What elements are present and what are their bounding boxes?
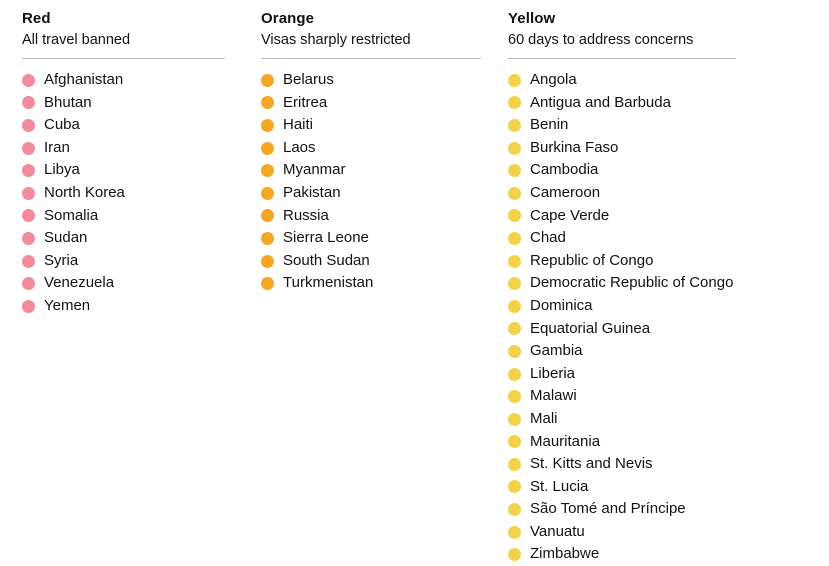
status-dot-red <box>22 164 35 177</box>
list-item <box>508 227 829 250</box>
country-label: Liberia <box>530 364 576 382</box>
country-label: Mauritania <box>530 432 601 450</box>
column-orange-subtitle: Visas sharply restricted <box>261 32 411 48</box>
country-label: Republic of Congo <box>530 251 654 269</box>
list-item <box>508 476 829 499</box>
list-item <box>261 272 494 295</box>
column-red-title: Red <box>22 10 51 27</box>
list-item <box>22 182 247 205</box>
status-dot-orange <box>261 164 274 177</box>
column-yellow-subtitle: 60 days to address concerns <box>508 32 694 48</box>
column-orange-title: Orange <box>261 10 315 27</box>
list-item <box>508 408 829 431</box>
country-label: Burkina Faso <box>530 138 619 156</box>
status-dot-red <box>22 277 35 290</box>
country-label: Syria <box>44 251 79 269</box>
status-dot-orange <box>261 119 274 132</box>
status-dot-red <box>22 255 35 268</box>
country-label: Pakistan <box>283 183 341 201</box>
list-item <box>261 137 494 160</box>
status-dot-yellow <box>508 345 521 358</box>
list-item <box>508 385 829 408</box>
list-item <box>508 363 829 386</box>
country-label: Mali <box>530 409 558 427</box>
status-dot-orange <box>261 209 274 222</box>
status-dot-orange <box>261 142 274 155</box>
country-label: Democratic Republic of Congo <box>530 274 734 292</box>
list-item <box>261 227 494 250</box>
country-label: Yemen <box>44 296 91 314</box>
country-label: Cape Verde <box>530 206 610 224</box>
country-label: Dominica <box>530 296 593 314</box>
column-orange-list <box>261 69 494 295</box>
list-item <box>508 159 829 182</box>
list-item <box>22 92 247 115</box>
status-dot-yellow <box>508 277 521 290</box>
status-dot-yellow <box>508 526 521 539</box>
list-item <box>261 69 494 92</box>
list-item <box>508 205 829 228</box>
list-item <box>508 114 829 137</box>
country-label: Laos <box>283 138 316 156</box>
status-dot-yellow <box>508 255 521 268</box>
country-label: Iran <box>44 138 70 156</box>
country-label: Turkmenistan <box>283 274 374 292</box>
list-item <box>508 182 829 205</box>
country-label: Cameroon <box>530 183 601 201</box>
list-item <box>22 295 247 318</box>
country-label: Libya <box>44 161 80 179</box>
column-red-subtitle: All travel banned <box>22 32 131 48</box>
list-item <box>508 92 829 115</box>
status-dot-yellow <box>508 232 521 245</box>
status-dot-yellow <box>508 503 521 516</box>
column-orange <box>247 10 494 295</box>
column-red-list <box>22 69 247 318</box>
status-dot-yellow <box>508 164 521 177</box>
status-dot-yellow <box>508 413 521 426</box>
country-label: Sudan <box>44 229 88 247</box>
country-label: Somalia <box>44 206 99 224</box>
country-label: Venezuela <box>44 274 115 292</box>
status-dot-yellow <box>508 209 521 222</box>
status-dot-red <box>22 119 35 132</box>
list-item <box>508 340 829 363</box>
list-item <box>22 227 247 250</box>
columns-container <box>0 10 829 566</box>
status-dot-yellow <box>508 548 521 561</box>
status-dot-orange <box>261 74 274 87</box>
country-label: Russia <box>283 206 329 224</box>
list-item <box>261 205 494 228</box>
status-dot-yellow <box>508 74 521 87</box>
list-item <box>508 69 829 92</box>
list-item <box>508 521 829 544</box>
list-item <box>261 159 494 182</box>
country-label: Myanmar <box>283 161 346 179</box>
status-dot-orange <box>261 187 274 200</box>
country-label: South Sudan <box>283 251 370 269</box>
list-item <box>508 295 829 318</box>
status-dot-yellow <box>508 435 521 448</box>
status-dot-yellow <box>508 300 521 313</box>
country-label: St. Lucia <box>530 477 589 495</box>
country-label: Angola <box>530 71 577 88</box>
column-orange-divider <box>261 58 481 59</box>
status-dot-red <box>22 142 35 155</box>
list-item <box>508 453 829 476</box>
country-label: Eritrea <box>283 93 328 111</box>
country-label: Chad <box>530 229 566 247</box>
country-label: Bhutan <box>44 93 92 111</box>
status-dot-red <box>22 232 35 245</box>
list-item <box>261 114 494 137</box>
status-dot-yellow <box>508 119 521 132</box>
status-dot-red <box>22 187 35 200</box>
country-label: São Tomé and Príncipe <box>530 500 686 518</box>
country-label: Vanuatu <box>530 522 585 540</box>
list-item <box>508 431 829 454</box>
list-item <box>22 69 247 92</box>
country-label: Sierra Leone <box>283 229 369 247</box>
country-label: Belarus <box>283 71 334 88</box>
status-dot-yellow <box>508 368 521 381</box>
column-yellow-title: Yellow <box>508 10 556 27</box>
list-item <box>508 498 829 521</box>
status-dot-orange <box>261 232 274 245</box>
list-item <box>508 250 829 273</box>
country-label: Malawi <box>530 387 577 405</box>
country-label: Equatorial Guinea <box>530 319 651 337</box>
status-dot-red <box>22 300 35 313</box>
country-label: Benin <box>530 116 569 134</box>
status-dot-yellow <box>508 322 521 335</box>
status-dot-orange <box>261 277 274 290</box>
list-item <box>508 543 829 566</box>
status-dot-yellow <box>508 480 521 493</box>
country-label: Cuba <box>44 116 80 134</box>
status-dot-yellow <box>508 458 521 471</box>
country-label: Afghanistan <box>44 71 124 88</box>
column-red-divider <box>22 58 225 59</box>
list-item <box>22 137 247 160</box>
list-item <box>261 250 494 273</box>
country-label: Gambia <box>530 342 583 360</box>
status-dot-red <box>22 74 35 87</box>
country-label: Antigua and Barbuda <box>530 93 671 111</box>
country-label: North Korea <box>44 183 125 201</box>
list-item <box>508 272 829 295</box>
list-item <box>22 159 247 182</box>
list-item <box>508 137 829 160</box>
country-label: St. Kitts and Nevis <box>530 455 653 473</box>
list-item <box>508 318 829 341</box>
list-item <box>261 92 494 115</box>
status-dot-yellow <box>508 187 521 200</box>
status-dot-orange <box>261 255 274 268</box>
country-label: Cambodia <box>530 161 599 179</box>
column-yellow-divider <box>508 58 736 59</box>
list-item <box>22 205 247 228</box>
status-dot-yellow <box>508 390 521 403</box>
column-yellow-list <box>508 69 829 566</box>
column-yellow <box>494 10 829 566</box>
country-label: Zimbabwe <box>530 545 600 563</box>
status-dot-red <box>22 96 35 109</box>
list-item <box>22 250 247 273</box>
status-dot-yellow <box>508 96 521 109</box>
column-red <box>0 10 247 318</box>
list-item <box>22 272 247 295</box>
country-label: Haiti <box>283 116 314 134</box>
status-dot-yellow <box>508 142 521 155</box>
list-item <box>22 114 247 137</box>
list-item <box>261 182 494 205</box>
status-dot-orange <box>261 96 274 109</box>
status-dot-red <box>22 209 35 222</box>
